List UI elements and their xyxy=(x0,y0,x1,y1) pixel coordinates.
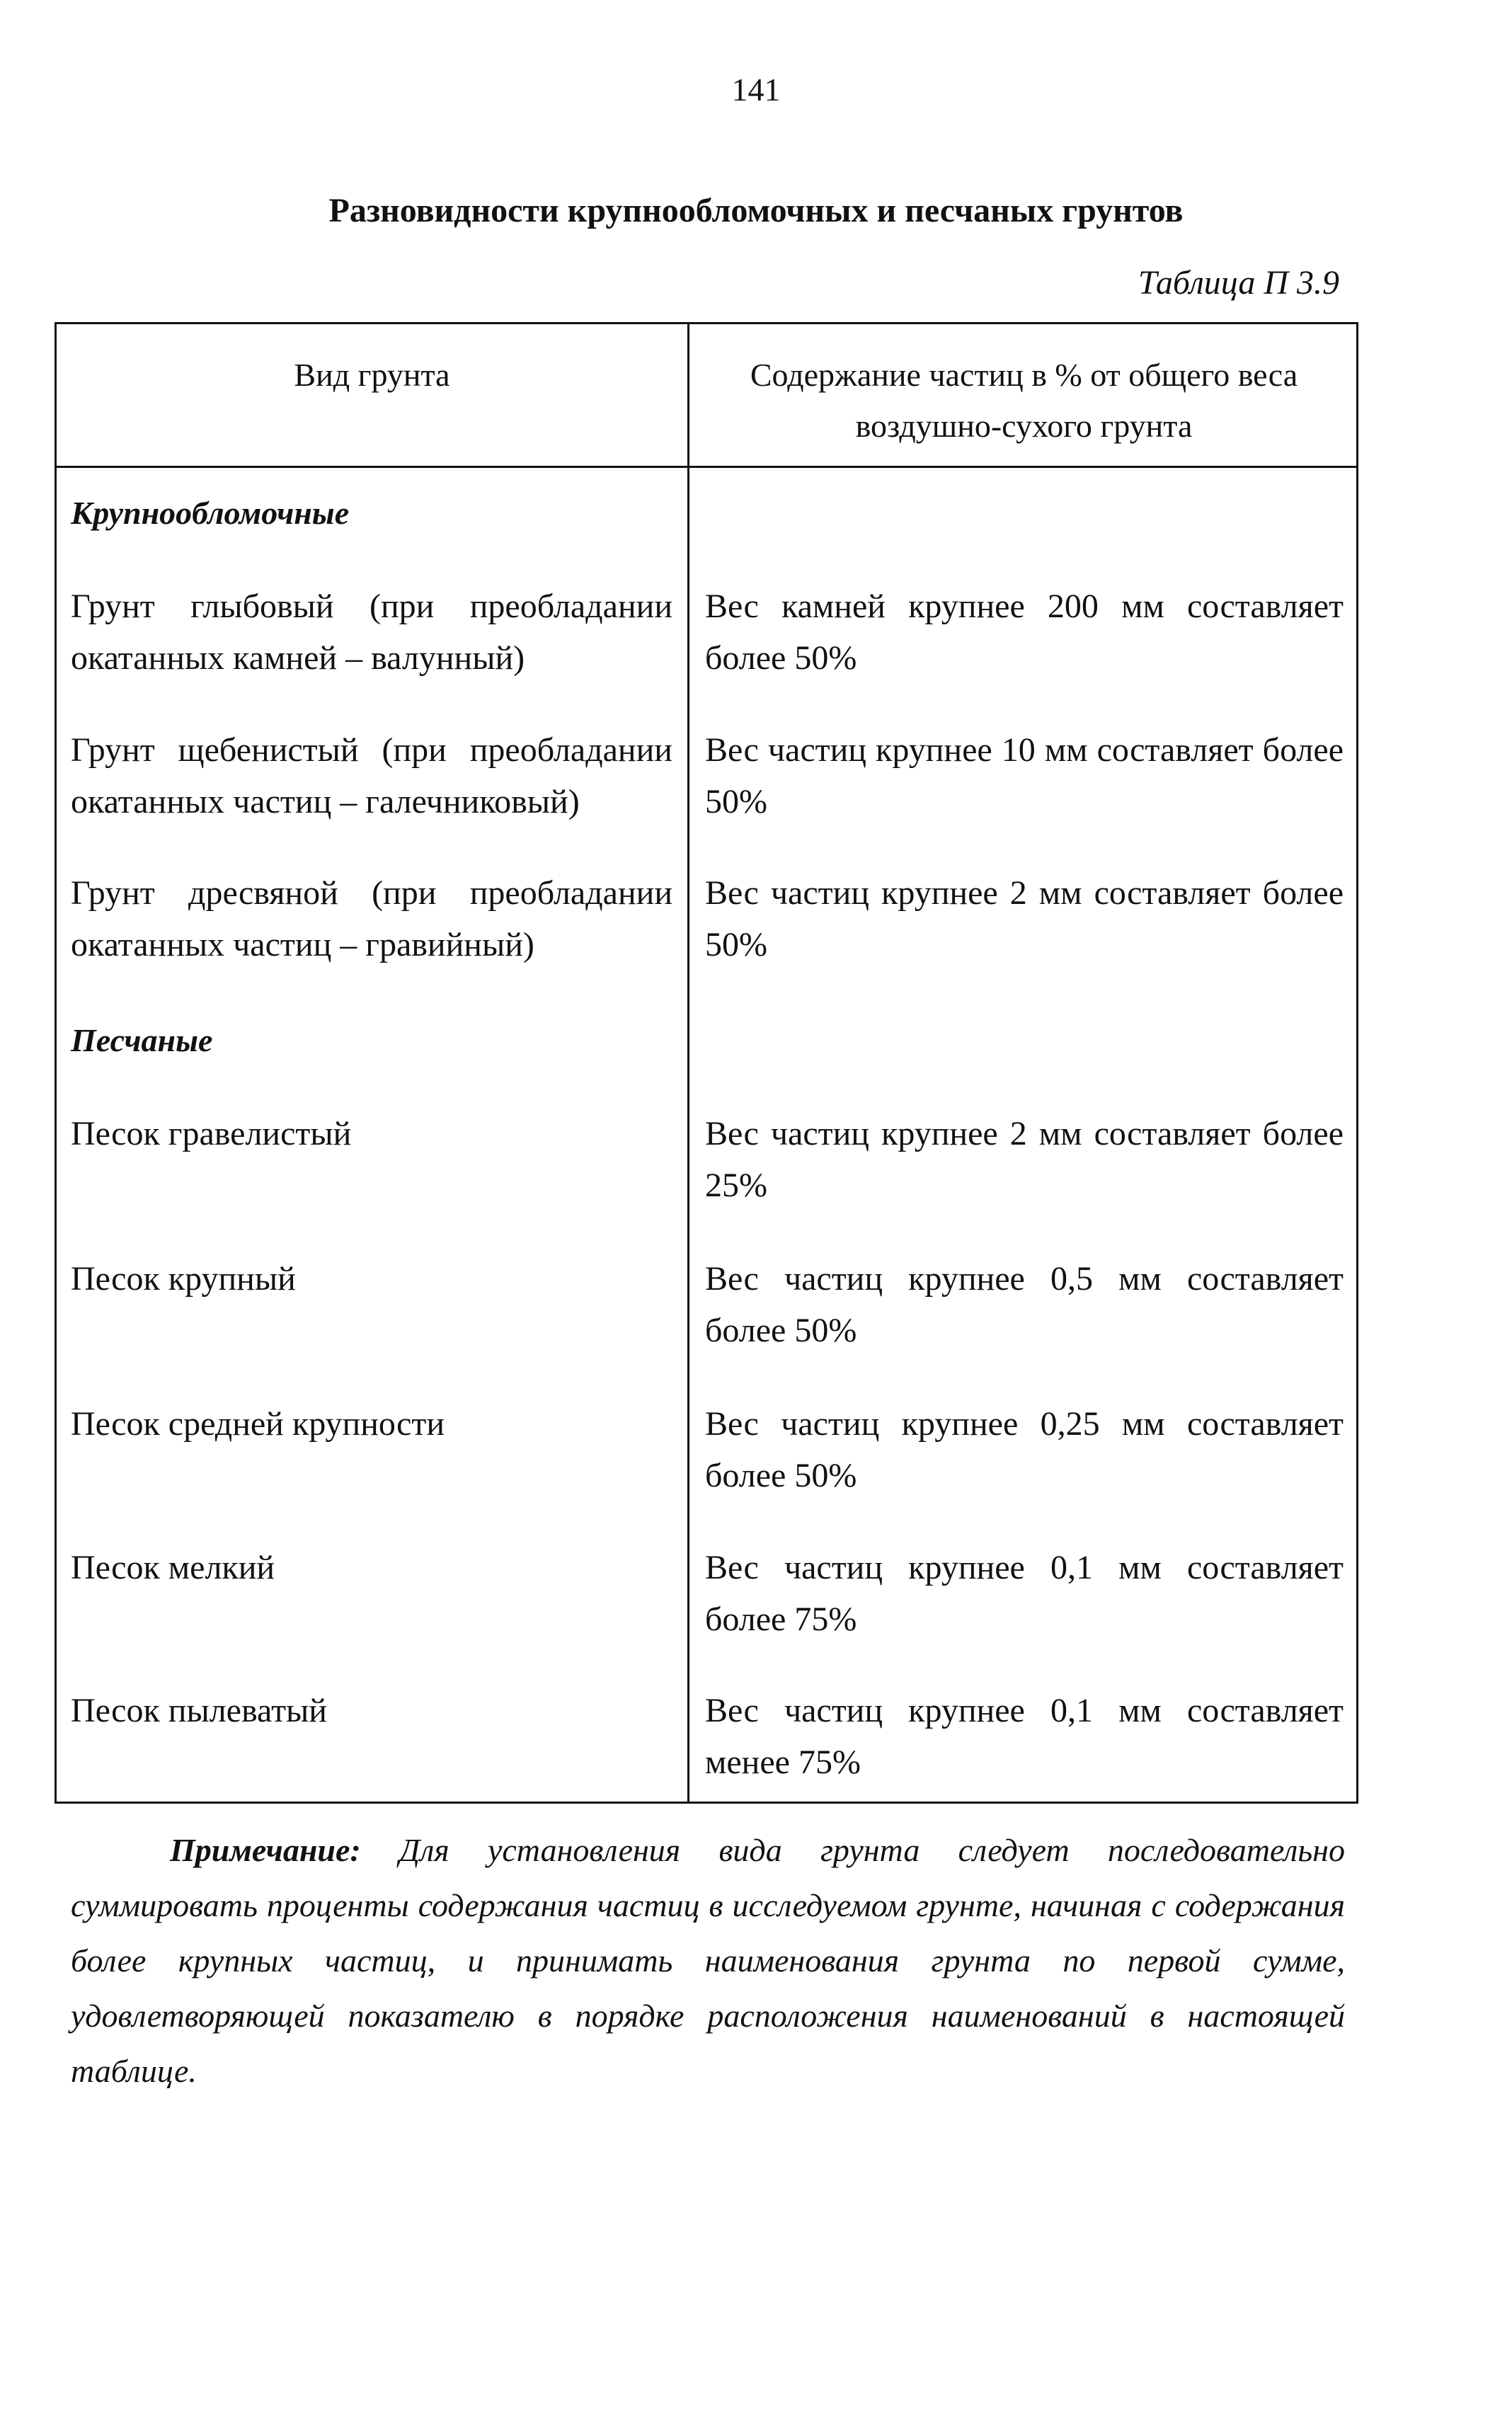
row-content: Вес частиц крупнее 0,1 мм составляет менее 75% xyxy=(705,1692,1344,1781)
header-particle-content: Содержание частиц в % от общего веса воздушно-сухого грунта xyxy=(750,357,1298,444)
group-heading-coarse: Крупнообломочные xyxy=(71,495,350,531)
note-label: Примечание: xyxy=(170,1832,361,1868)
row-content: Вес камней крупнее 200 мм составляет более 50% xyxy=(705,588,1344,677)
soil-types-table xyxy=(55,322,1358,1804)
header-soil-type: Вид грунта xyxy=(294,357,450,393)
group-heading-sand: Песчаные xyxy=(71,1022,213,1058)
table-label: Таблица П 3.9 xyxy=(1138,264,1339,302)
row-type: Грунт дресвяной (при преобладании окатанных частиц – гравийный) xyxy=(71,874,672,963)
row-type: Грунт щебенистый (при преобладании окатанных частиц – галечниковый) xyxy=(71,731,672,820)
table-note xyxy=(71,1823,1345,2099)
note-text: Для установления вида грунта следует последовательно суммировать проценты содержания частиц в исследуемом грунте, начиная с содержания более крупных частиц, и принимать наименования грунта по первой сумме, удовлетворяющей показателю в порядке расположения наименований в настоящей таблице. xyxy=(71,1832,1345,2089)
row-type: Грунт глыбовый (при преобладании окатанных камней – валунный) xyxy=(71,588,672,677)
row-type: Песок средней крупности xyxy=(71,1405,445,1443)
header-divider xyxy=(57,466,1356,468)
row-content: Вес частиц крупнее 0,25 мм составляет более 50% xyxy=(705,1405,1344,1494)
row-content: Вес частиц крупнее 0,5 мм составляет более 50% xyxy=(705,1260,1344,1349)
row-content: Вес частиц крупнее 2 мм составляет более 25% xyxy=(705,1115,1344,1204)
row-type: Песок гравелистый xyxy=(71,1115,352,1152)
row-type: Песок мелкий xyxy=(71,1549,275,1586)
page-title: Разновидности крупнообломочных и песчаных грунтов xyxy=(328,192,1184,229)
row-type: Песок крупный xyxy=(71,1260,296,1298)
column-divider xyxy=(687,324,689,1802)
page-number: 141 xyxy=(731,71,781,108)
row-content: Вес частиц крупнее 2 мм составляет более 50% xyxy=(705,874,1344,963)
row-content: Вес частиц крупнее 10 мм составляет более 50% xyxy=(705,731,1344,820)
row-type: Песок пылеватый xyxy=(71,1692,327,1729)
row-content: Вес частиц крупнее 0,1 мм составляет более 75% xyxy=(705,1549,1344,1638)
